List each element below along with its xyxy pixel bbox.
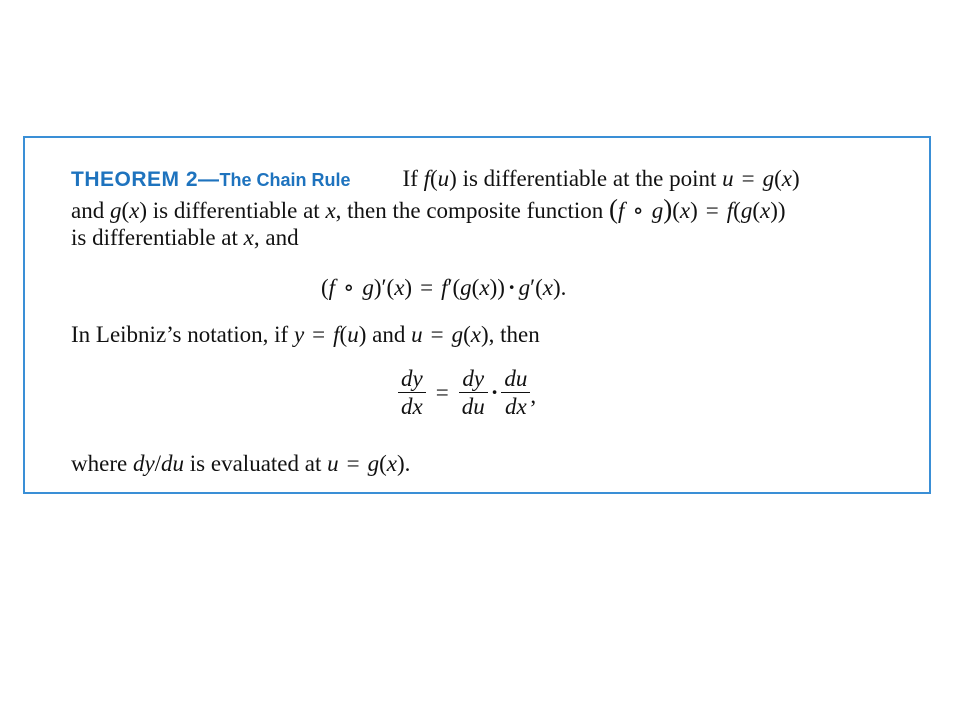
- chain-rule-formula: (f ∘ g)′(x) = f′(g(x)) · g′(x).: [321, 275, 567, 300]
- theorem-box: [23, 136, 931, 494]
- fraction-denominator: dx: [401, 394, 423, 419]
- fraction-numerator: du: [501, 365, 530, 393]
- fraction-dy-dx: [398, 365, 426, 420]
- theorem-heading-main: THEOREM 2—: [71, 168, 220, 191]
- theorem-line-3: is differentiable at x, and: [71, 225, 299, 250]
- where-evaluated: is evaluated at: [189, 451, 322, 476]
- fraction-denominator: dx: [505, 394, 527, 419]
- line2-and: and: [71, 198, 105, 223]
- fraction-du-dx: [501, 365, 530, 420]
- line3-and: , and: [253, 225, 299, 250]
- fraction-dy-du: [459, 365, 488, 420]
- where-text: where: [71, 451, 128, 476]
- where-line: where dy/du is evaluated at u = g(x).: [71, 451, 411, 476]
- leibniz-then: , then: [488, 322, 540, 347]
- line3-text: is differentiable at: [71, 225, 238, 250]
- leibniz-formula: $\frac{dy}{dx}$ = $\frac{dy}{du}$ · $\frac{du}{dx}$ ,: [398, 365, 536, 420]
- line2-mid: is differentiable at: [152, 198, 320, 223]
- fraction-numerator: dy: [459, 365, 488, 393]
- intro-if: If: [402, 166, 418, 191]
- theorem-line-1: THEOREM 2—The Chain Rule If f(u) is differentiable at the point u = g(x): [71, 166, 800, 191]
- intro-rest: is differentiable at the point: [462, 166, 717, 191]
- theorem-heading-sub: The Chain Rule: [219, 170, 351, 190]
- theorem-line-2: and g(x) is differentiable at x, then the composite function (f ∘ g)(x) = f(g(x)): [71, 194, 786, 224]
- line2-then: , then the composite function: [335, 198, 604, 223]
- fraction-denominator: du: [461, 394, 485, 419]
- leibniz-and: and: [372, 322, 406, 347]
- leibniz-intro: In Leibniz’s notation, if: [71, 322, 289, 347]
- fraction-numerator: dy: [398, 365, 426, 393]
- leibniz-line: In Leibniz’s notation, if y = f(u) and u = g(x), then: [71, 322, 540, 347]
- theorem-heading: [71, 165, 351, 191]
